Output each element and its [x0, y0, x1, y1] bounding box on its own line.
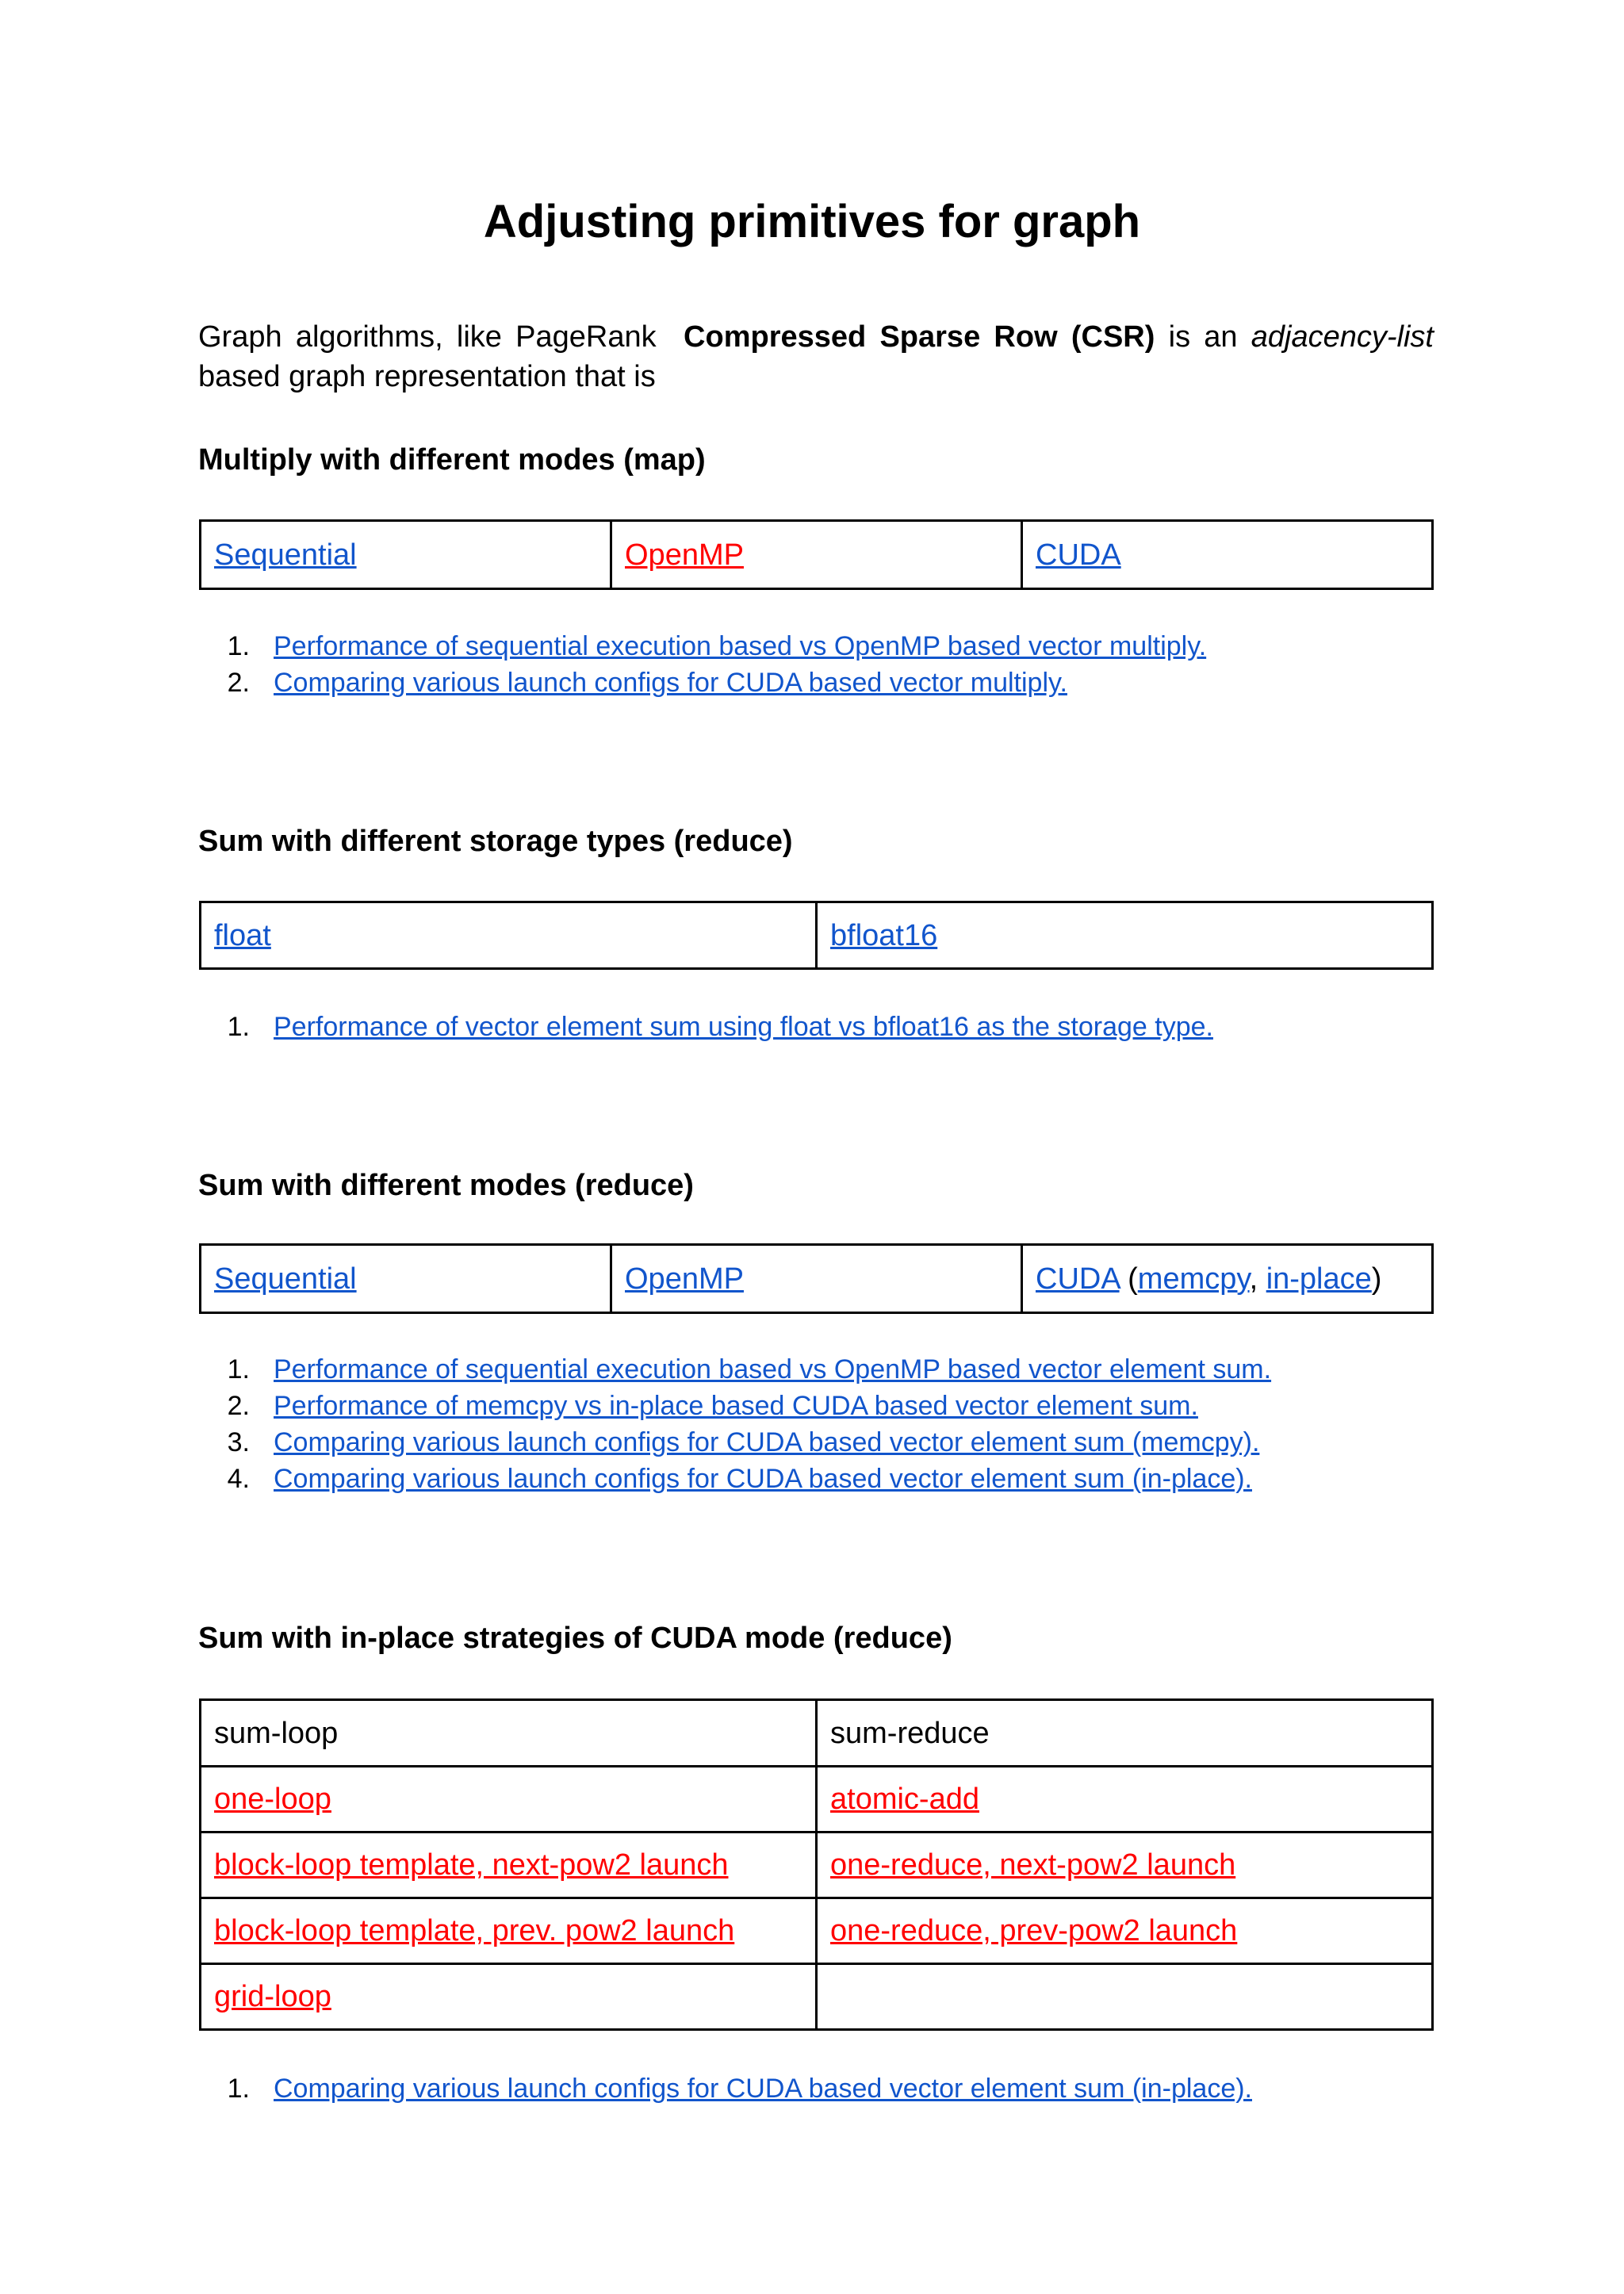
table-cell[interactable]	[201, 1767, 817, 1833]
strategy-link[interactable]: atomic-add	[830, 1783, 979, 1816]
table-cell-empty	[817, 1964, 1433, 2030]
link-openmp[interactable]: OpenMP	[625, 1262, 744, 1296]
strategy-link[interactable]: grid-loop	[214, 1980, 331, 2013]
section-heading-storage-types: Sum with different storage types (reduce)	[198, 825, 793, 858]
cell-float[interactable]	[201, 902, 817, 969]
intro-lead: Graph algorithms, like PageRank	[198, 320, 657, 354]
cell-cuda[interactable]	[1022, 1245, 1433, 1313]
strategy-link[interactable]: one-loop	[214, 1783, 331, 1816]
list-number: 1.	[227, 1012, 250, 1042]
link-bfloat16[interactable]: bfloat16	[830, 918, 938, 952]
table-cell[interactable]	[817, 1898, 1433, 1964]
list-item	[198, 1388, 1271, 1424]
link-float[interactable]: float	[214, 918, 271, 952]
paren-open: (	[1119, 1262, 1138, 1296]
list-number: 1.	[227, 2074, 250, 2104]
intro-italic: adjacency-list	[1251, 320, 1434, 354]
header-sum-reduce: sum-reduce	[817, 1700, 1433, 1767]
list-number: 4.	[227, 1464, 250, 1494]
link-list-strategies	[198, 2070, 1252, 2107]
table-cell[interactable]	[817, 1767, 1433, 1833]
table-cell[interactable]	[817, 1833, 1433, 1898]
list-item	[198, 1461, 1271, 1497]
section-heading-multiply-modes: Multiply with different modes (map)	[198, 443, 706, 477]
intro-paragraph	[198, 317, 1434, 396]
strategies-table	[199, 1698, 1434, 2031]
link-cuda[interactable]: CUDA	[1036, 1262, 1120, 1296]
list-item	[198, 2070, 1252, 2107]
list-number: 3.	[227, 1427, 250, 1457]
link-list-storage	[198, 1009, 1213, 1045]
modes-table-multiply	[199, 519, 1434, 590]
list-item	[198, 1009, 1213, 1045]
list-item	[198, 628, 1206, 664]
storage-types-table	[199, 901, 1434, 970]
result-link[interactable]: Performance of sequential execution based vs OpenMP based vector multiply.	[274, 631, 1207, 661]
link-in-place[interactable]: in-place	[1266, 1262, 1372, 1296]
link-sequential[interactable]: Sequential	[214, 538, 357, 572]
result-link[interactable]: Performance of sequential execution based vs OpenMP based vector element sum.	[274, 1354, 1272, 1384]
intro-mid: is an	[1155, 320, 1251, 354]
cell-sequential[interactable]	[201, 521, 611, 589]
strategy-link[interactable]: one-reduce, prev-pow2 launch	[830, 1914, 1238, 1947]
section-heading-sum-modes: Sum with different modes (reduce)	[198, 1169, 694, 1202]
cell-cuda[interactable]	[1022, 521, 1433, 589]
cell-sequential[interactable]	[201, 1245, 611, 1313]
list-item	[198, 664, 1206, 701]
result-link[interactable]: Comparing various launch configs for CUDA based vector element sum (in-place).	[274, 2074, 1252, 2104]
table-row	[201, 1898, 1433, 1964]
page-title: Adjusting primitives for graph	[483, 196, 1141, 247]
modes-table-sum	[199, 1243, 1434, 1314]
table-cell[interactable]	[201, 1898, 817, 1964]
separator: ,	[1249, 1262, 1266, 1296]
table-header-row	[201, 1700, 1433, 1767]
link-list-sum-modes	[198, 1351, 1271, 1497]
list-number: 2.	[227, 668, 250, 698]
cell-openmp[interactable]	[611, 521, 1022, 589]
table-row	[201, 1964, 1433, 2030]
result-link[interactable]: Comparing various launch configs for CUDA based vector element sum (in-place).	[274, 1464, 1252, 1494]
intro-bold: Compressed Sparse Row (CSR)	[684, 320, 1155, 354]
table-row	[201, 1767, 1433, 1833]
result-link[interactable]: Comparing various launch configs for CUDA based vector element sum (memcpy).	[274, 1427, 1260, 1457]
link-cuda[interactable]: CUDA	[1036, 538, 1121, 572]
link-sequential[interactable]: Sequential	[214, 1262, 357, 1296]
list-item	[198, 1424, 1271, 1461]
section-heading-inplace-strategies: Sum with in-place strategies of CUDA mode (reduce)	[198, 1622, 952, 1655]
header-sum-loop: sum-loop	[201, 1700, 817, 1767]
list-number: 1.	[227, 631, 250, 661]
list-number: 2.	[227, 1391, 250, 1421]
table-row	[201, 1833, 1433, 1898]
result-link[interactable]: Performance of memcpy vs in-place based CUDA based vector element sum.	[274, 1391, 1198, 1421]
link-list-multiply	[198, 628, 1206, 701]
list-number: 1.	[227, 1354, 250, 1384]
result-link[interactable]: Comparing various launch configs for CUDA based vector multiply.	[274, 668, 1067, 698]
cell-bfloat16[interactable]	[817, 902, 1433, 969]
strategy-link[interactable]: block-loop template, next-pow2 launch	[214, 1848, 729, 1882]
cell-openmp[interactable]	[611, 1245, 1022, 1313]
link-memcpy[interactable]: memcpy	[1137, 1262, 1250, 1296]
table-cell[interactable]	[201, 1833, 817, 1898]
link-openmp[interactable]: OpenMP	[625, 538, 744, 572]
table-cell[interactable]	[201, 1964, 817, 2030]
intro-tail: based graph representation that is	[198, 360, 656, 393]
result-link[interactable]: Performance of vector element sum using float vs bfloat16 as the storage type.	[274, 1012, 1213, 1042]
strategy-link[interactable]: block-loop template, prev. pow2 launch	[214, 1914, 735, 1947]
list-item	[198, 1351, 1271, 1388]
paren-close: )	[1371, 1262, 1382, 1296]
strategy-link[interactable]: one-reduce, next-pow2 launch	[830, 1848, 1236, 1882]
